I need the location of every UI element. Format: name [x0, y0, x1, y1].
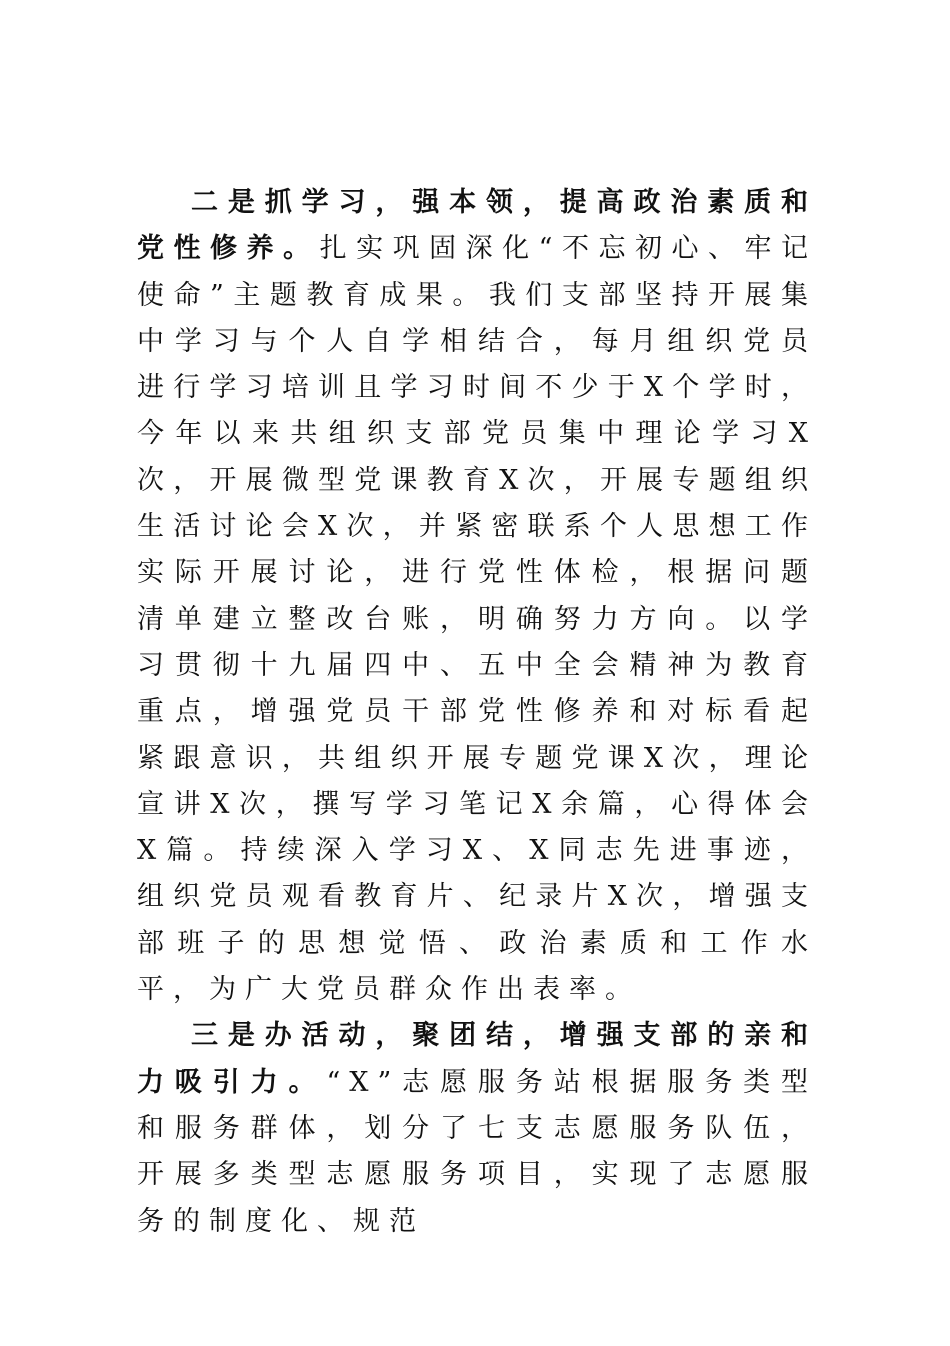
paragraph-study-heading: 二是抓学习，强本领，提高政治素质和党性修养。 — [137, 187, 817, 265]
paragraph-study-text: 扎实巩固深化“不忘初心、牢记使命”主题教育成果。我们支部坚持开展集中学习与个人自学相结合，每月组织党员进行学习培训且学习时间不少于X个学时，今年以来共组织支部党员集中理论学习X次，开展微型党课教育X次，开展专题组织生活讨论会X次，并紧密联系个人思想工作实际开展讨论，进行党性体检，根据问题清单建立整改台账，明确努力方向。以学习贯彻十九届四中、五中全会精神为教育重点，增强党员干部党性修养和对标看起紧跟意识，共组织开展专题党课X次，理论宣讲X次，撰写学习笔记X余篇，心得体会X篇。持续深入学习X、X同志先进事迹，组织党员观看教育片、纪录片X次，增强支部班子的思想觉悟、政治素质和工作水平，为广大党员群众作出表率。 — [137, 233, 818, 1006]
paragraph-study — [137, 180, 817, 1013]
paragraph-activities — [137, 1013, 817, 1244]
paragraph-activities-text: “X”志愿服务站根据服务类型和服务群体，划分了七支志愿服务队伍，开展多类型志愿服务项目，实现了志愿服务的制度化、规范 — [137, 1066, 818, 1237]
paragraph-activities-heading: 三是办活动，聚团结，增强支部的亲和力吸引力。 — [137, 1020, 817, 1098]
document-body — [137, 180, 817, 1245]
